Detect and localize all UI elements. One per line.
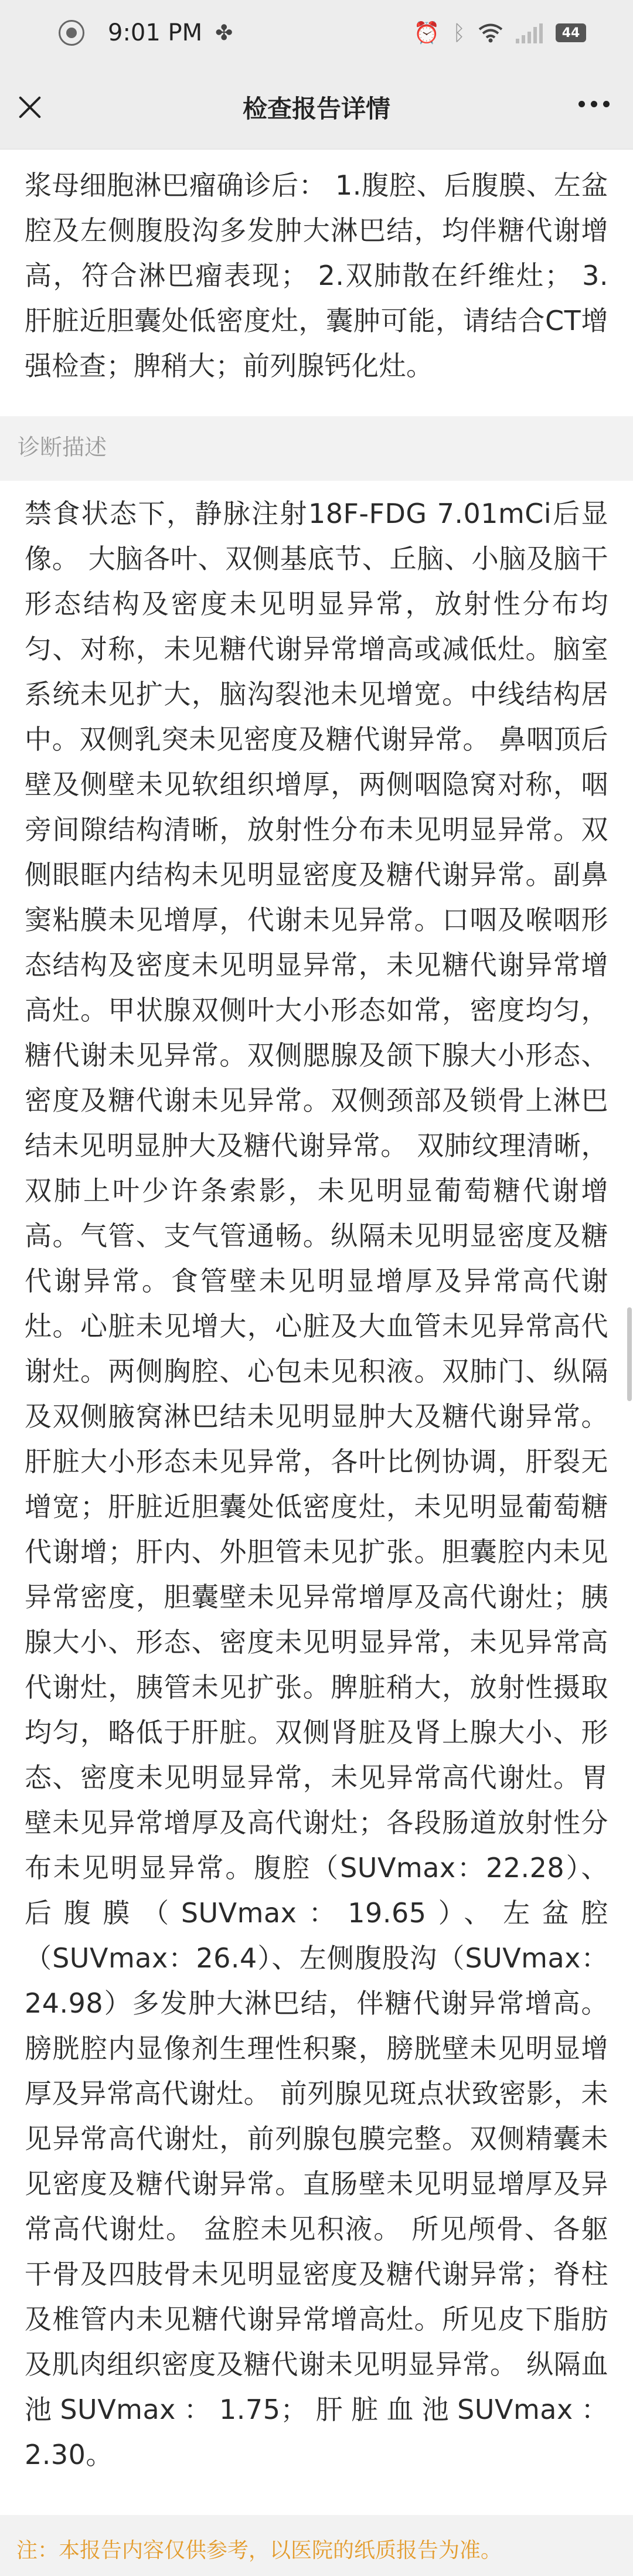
- signal-icon: [516, 22, 543, 43]
- section-label-description: 诊断描述: [18, 434, 107, 460]
- status-left: [59, 16, 233, 49]
- more-options-icon[interactable]: [578, 101, 610, 107]
- status-right: [414, 16, 586, 49]
- wifi-icon: [478, 23, 503, 43]
- diagnosis-description: 禁食状态下，静脉注射18F-FDG 7.01mCi后显像。 大脑各叶、双侧基底节、丘脑、小脑及脑干形态结构及密度未见明显异常，放射性分布均匀、对称，未见糖代谢异常增高或减低灶。脑室系统未见扩大，脑沟裂池未见增宽。中线结构居中。双侧乳突未见密度及糖代谢异常。 鼻咽顶后壁及侧壁未见软组织增厚，两侧咽隐窝对称，咽旁间隙结构清晰，放射性分布未见明显异常。双侧眼眶内结构未见明显密度及糖代谢异常。副鼻窦粘膜未见增厚，代谢未见异常。口咽及喉咽形态结构及密度未见明显异常，未见糖代谢异常增高灶。甲状腺双侧叶大小形态如常，密度均匀，糖代谢未见异常。双侧腮腺及颌下腺大小形态、密度及糖代谢未见异常。双侧颈部及锁骨上淋巴结未见明显肿大及糖代谢异常。 双肺纹理清晰，双肺上叶少许条索影，未见明显葡萄糖代谢增高。气管、支气管通畅。纵隔未见明显密度及糖代谢异常。食管壁未见明显增厚及异常高代谢灶。心脏未见增大，心脏及大血管未见异常高代谢灶。两侧胸腔、心包未见积液。双肺门、纵隔及双侧腋窝淋巴结未见明显肿大及糖代谢异常。 肝脏大小形态未见异常，各叶比例协调，肝裂无增宽；肝脏近胆囊处低密度灶，未见明显葡萄糖代谢增；肝内、外胆管未见扩张。胆囊腔内未见异常密度，胆囊壁未见异常增厚及高代谢灶；胰腺大小、形态、密度未见明显异常，未见异常高代谢灶，胰管未见扩张。脾脏稍大，放射性摄取均匀，略低于肝脏。双侧肾脏及肾上腺大小、形态、密度未见明显异常，未见异常高代谢灶。胃壁未见异常增厚及高代谢灶；各段肠道放射性分布未见明显异常。腹腔（SUVmax：22.28）、后腹膜（SUVmax：19.65）、左盆腔（SUVmax：26.4）、左侧腹股沟（SUVmax：24.98）多发肿大淋巴结，伴糖代谢异常增高。 膀胱腔内显像剂生理性积聚，膀胱壁未见明显增厚及异常高代谢灶。 前列腺见斑点状致密影，未见异常高代谢灶，前列腺包膜完整。双侧精囊未见密度及糖代谢异常。直肠壁未见明显增厚及异常高代谢灶。 盆腔未见积液。 所见颅骨、各躯干骨及四肢骨未见明显密度及糖代谢异常；脊柱及椎管内未见糖代谢异常增高灶。所见皮下脂肪及肌肉组织密度及糖代谢未见明显异常。 纵隔血池SUVmax：1.75；肝脏血池SUVmax： 2.30。: [25, 498, 608, 2470]
- disclaimer-notice: 注：本报告内容仅供参考，以医院的纸质报告为准。: [16, 2538, 502, 2563]
- pinwheel-icon: ✤: [215, 21, 233, 45]
- nav-bar: [0, 66, 633, 149]
- battery-icon: 44: [556, 23, 586, 42]
- record-dot-icon: [59, 20, 84, 46]
- alarm-icon: ⏰: [413, 21, 440, 45]
- close-icon[interactable]: [16, 94, 43, 121]
- status-bar: [0, 0, 633, 66]
- page-title: 检查报告详情: [242, 94, 390, 123]
- status-time: 9:01 PM: [108, 19, 203, 46]
- diagnosis-conclusion: 浆母细胞淋巴瘤确诊后： 1.腹腔、后腹膜、左盆腔及左侧腹股沟多发肿大淋巴结，均伴糖代谢增高，符合淋巴瘤表现； 2.双肺散在纤维灶； 3.肝脏近胆囊处低密度灶，囊肿可能，请结合CT增强检查；脾稍大；前列腺钙化灶。: [25, 169, 608, 382]
- scrollbar[interactable]: [627, 1307, 632, 1401]
- bluetooth-icon: ᛒ: [452, 21, 465, 45]
